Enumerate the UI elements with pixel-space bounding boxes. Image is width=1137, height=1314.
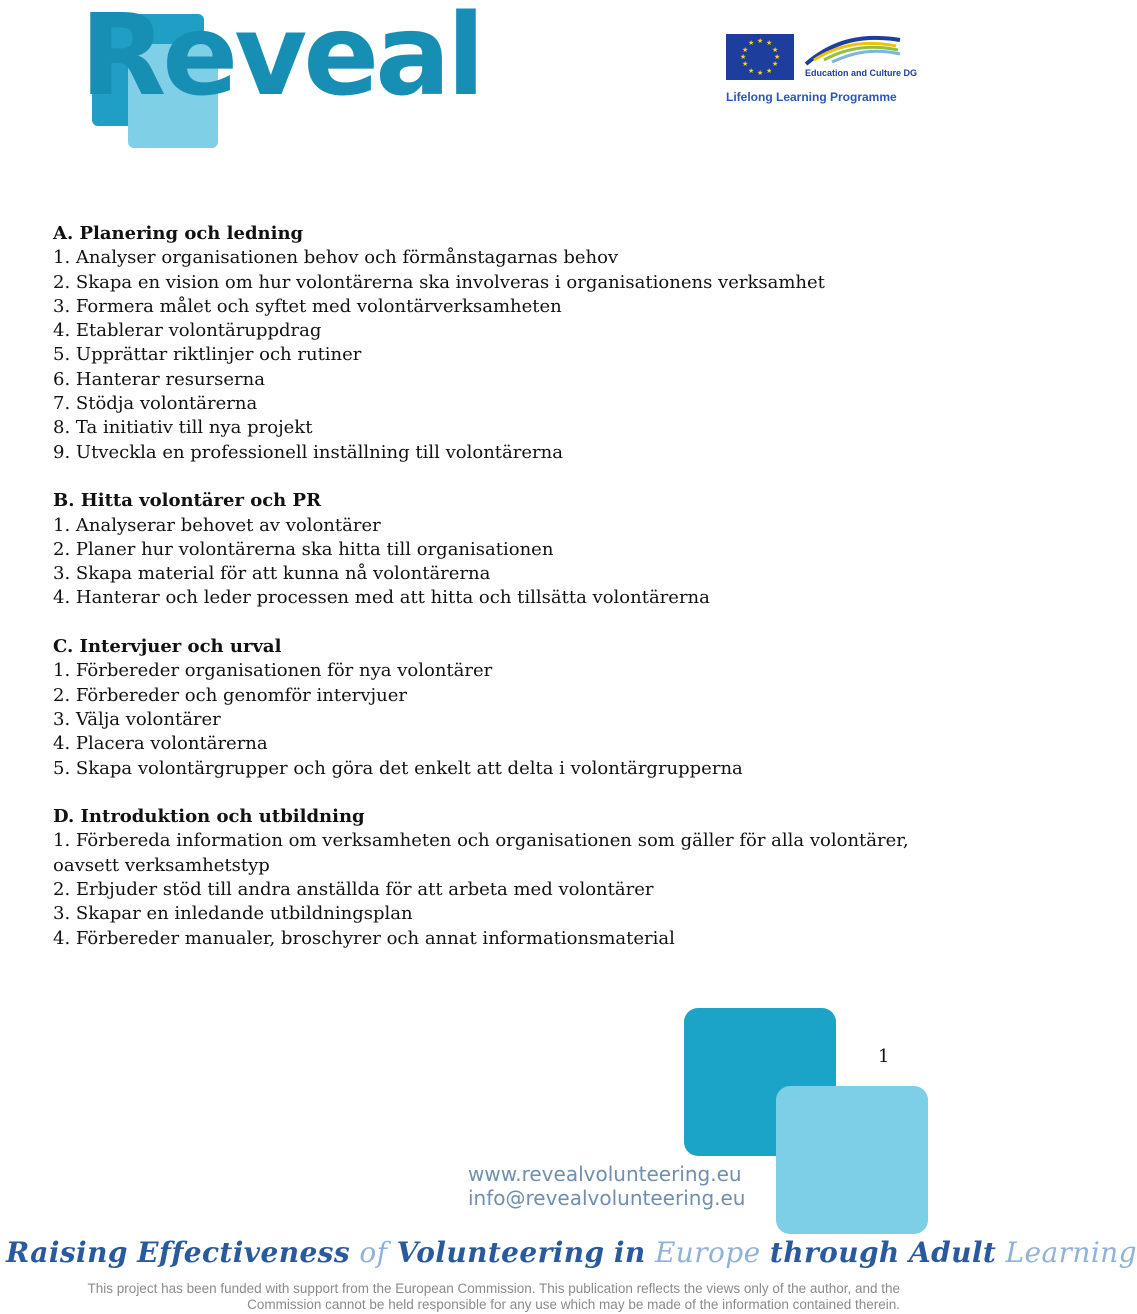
list-item: 3. Formera målet och syftet med volontärverksamheten [53, 295, 562, 317]
disclaimer [40, 1281, 900, 1313]
list-item: 1. Förbereda information om verksamheten och organisationen som gäller för alla volontärer, oavsett verksamhetstyp [53, 830, 909, 876]
section-list [53, 514, 913, 611]
list-item: 4. Hanterar och leder processen med att hitta och tillsätta volontärerna [53, 587, 710, 609]
list-item: 5. Upprättar riktlinjer och rutiner [53, 344, 362, 366]
list-item: 7. Stödja volontärerna [53, 393, 258, 415]
slogan-word: Volunteering [396, 1236, 605, 1269]
page-number: 1 [878, 1046, 890, 1067]
list-item: 2. Förbereder och genomför intervjuer [53, 684, 407, 706]
list-item: 3. Skapar en inledande utbildningsplan [53, 903, 413, 925]
logo-wordmark: Reveal [80, 0, 482, 121]
slogan-word: Europe [654, 1236, 761, 1269]
list-item: 1. Förbereder organisationen för nya volontärer [53, 660, 493, 682]
list-item: 6. Hanterar resurserna [53, 368, 265, 390]
section-list [53, 659, 913, 780]
list-item: 8. Ta initiativ till nya projekt [53, 417, 313, 439]
list-item: 3. Skapa material för att kunna nå volontärerna [53, 563, 491, 585]
document-body [53, 222, 913, 975]
section-c [53, 635, 913, 781]
section-b [53, 489, 913, 610]
list-item: 2. Planer hur volontärerna ska hitta till organisationen [53, 538, 554, 560]
section-title: D. Introduktion och utbildning [53, 806, 365, 828]
eu-flag-icon: ★ ★ ★ ★ ★ ★ ★ ★ ★ ★ ★ ★ [726, 34, 794, 80]
section-title: B. Hitta volontärer och PR [53, 490, 322, 512]
slogan-word: Raising [6, 1236, 128, 1269]
section-d [53, 805, 913, 951]
list-item: 4. Etablerar volontäruppdrag [53, 320, 322, 342]
decor-square-light [776, 1086, 928, 1234]
list-item: 3. Välja volontärer [53, 708, 221, 730]
slogan-word: through [769, 1236, 900, 1269]
list-item: 1. Analyser organisationen behov och förmånstagarnas behov [53, 247, 619, 269]
eu-programme-label: Lifelong Learning Programme [726, 90, 897, 104]
section-list [53, 246, 913, 465]
list-item: 9. Utveckla en professionell inställning till volontärerna [53, 441, 563, 463]
list-item: 4. Förbereder manualer, broschyrer och annat informationsmaterial [53, 927, 675, 949]
section-title: C. Intervjuer och urval [53, 636, 282, 658]
list-item: 5. Skapa volontärgrupper och göra det enkelt att delta i volontärgrupperna [53, 757, 743, 779]
slogan-word: Effectiveness [137, 1236, 350, 1269]
slogan-word: of [359, 1236, 388, 1269]
list-item: 4. Placera volontärerna [53, 733, 268, 755]
list-item: 2. Skapa en vision om hur volontärerna ska involveras i organisationens verksamhet [53, 271, 825, 293]
eu-dg-label: Education and Culture DG [805, 68, 918, 78]
eu-logo [0, 0, 960, 120]
disclaimer-line: This project has been funded with support from the European Commission. This publication reflects the views only of the author, and the [87, 1281, 900, 1296]
section-list [53, 829, 913, 950]
contact-block [468, 1162, 745, 1210]
slogan-word: Adult [909, 1236, 997, 1269]
email-link[interactable]: info@revealvolunteering.eu [468, 1186, 746, 1210]
section-a [53, 222, 913, 465]
slogan [6, 1236, 1137, 1269]
slogan-word: Learning [1005, 1236, 1137, 1269]
section-title: A. Planering och ledning [53, 223, 304, 244]
swoosh-icon [804, 30, 904, 68]
slogan-word: in [613, 1236, 646, 1269]
list-item: 2. Erbjuder stöd till andra anställda för att arbeta med volontärer [53, 879, 654, 901]
disclaimer-line: Commission cannot be held responsible for any use which may be made of the information contained therein. [247, 1297, 900, 1312]
list-item: 1. Analyserar behovet av volontärer [53, 514, 381, 536]
website-link[interactable]: www.revealvolunteering.eu [468, 1162, 742, 1186]
